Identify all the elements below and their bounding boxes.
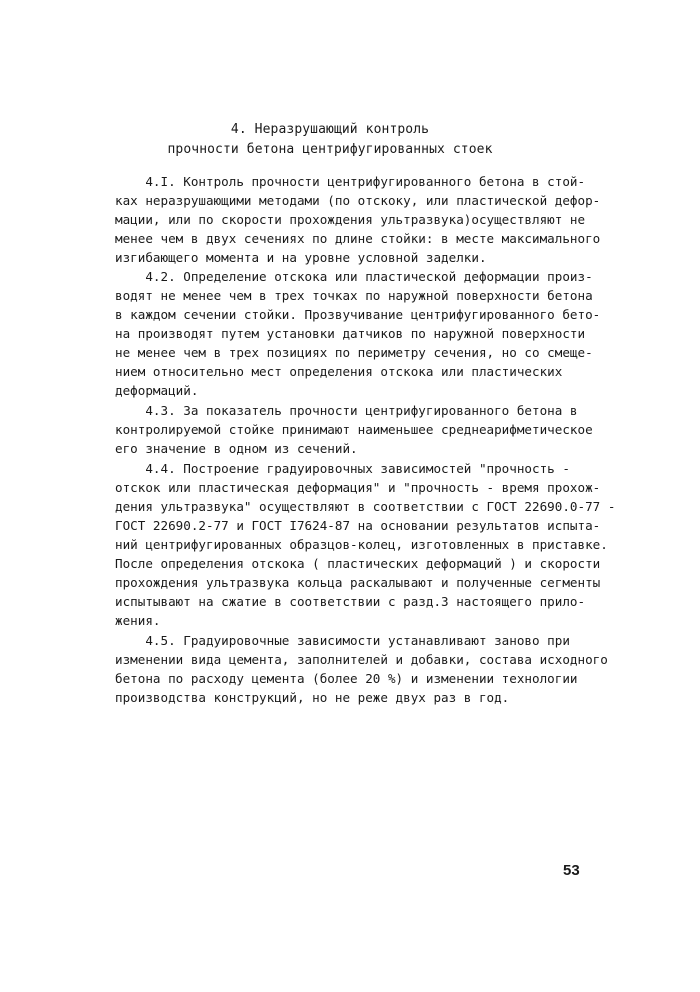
text-line: бетона по расходу цемента (более 20 %) и изменении технологии — [115, 671, 578, 686]
section-subheading: прочности бетона центрифугированных стоек — [167, 142, 493, 157]
text-line: 4.5. Градуировочные зависимости устанавливают заново при — [115, 633, 570, 648]
text-line: испытывают на сжатие в соответствии с разд.3 настоящего прило- — [115, 594, 586, 609]
text-line: После определения отскока ( пластических деформаций ) и скорости — [115, 556, 601, 571]
page-number: 53 — [563, 862, 580, 879]
section-heading: 4. Неразрушающий контроль — [230, 122, 430, 137]
text-line: на производят путем установки датчиков по наружной поверхности — [115, 326, 586, 341]
text-line: отскок или пластическая деформация" и "прочность - время прохож- — [115, 480, 601, 495]
text-line: деформаций. — [115, 383, 199, 398]
text-line: ГОСТ 22690.2-77 и ГОСТ I7624-87 на основании результатов испыта- — [115, 518, 601, 533]
text-line: нием относительно мест определения отскока или пластических — [115, 364, 563, 379]
text-line: в каждом сечении стойки. Прозвучивание центрифугированного бето- — [115, 307, 601, 322]
text-line: 4.4. Построение градуировочных зависимостей "прочность - — [115, 461, 570, 476]
text-line: 4.2. Определение отскока или пластической деформации произ- — [115, 269, 593, 284]
text-line: ний центрифугированных образцов-колец, изготовленных в приставке. — [115, 537, 608, 552]
text-line: жения. — [115, 613, 161, 628]
text-line: прохождения ультразвука кольца раскалывают и полученные сегменты — [115, 575, 601, 590]
text-line: 4.3. За показатель прочности центрифугированного бетона в — [115, 403, 578, 418]
text-line: его значение в одном из сечений. — [115, 441, 358, 456]
text-line: контролируемой стойке принимают наименьшее среднеарифметическое — [115, 422, 593, 437]
text-line: изгибающего момента и на уровне условной заделки. — [115, 250, 487, 265]
text-line: дения ультразвука" осуществляют в соответствии с ГОСТ 22690.0-77 - — [115, 499, 616, 514]
text-line: ках неразрушающими методами (по отскоку, или пластической дефор- — [115, 193, 601, 208]
text-line: водят не менее чем в трех точках по наружной поверхности бетона — [115, 288, 593, 303]
text-line: мации, или по скорости прохождения ультразвука)осуществляют не — [115, 212, 586, 227]
text-line: 4.I. Контроль прочности центрифугированного бетона в стой- — [115, 174, 586, 189]
text-line: не менее чем в трех позициях по периметру сечения, но со смеще- — [115, 345, 593, 360]
text-line: изменении вида цемента, заполнителей и добавки, состава исходного — [115, 652, 608, 667]
text-line: менее чем в двух сечениях по длине стойки: в месте максимального — [115, 231, 601, 246]
text-line: производства конструкций, но не реже двух раз в год. — [115, 690, 510, 705]
